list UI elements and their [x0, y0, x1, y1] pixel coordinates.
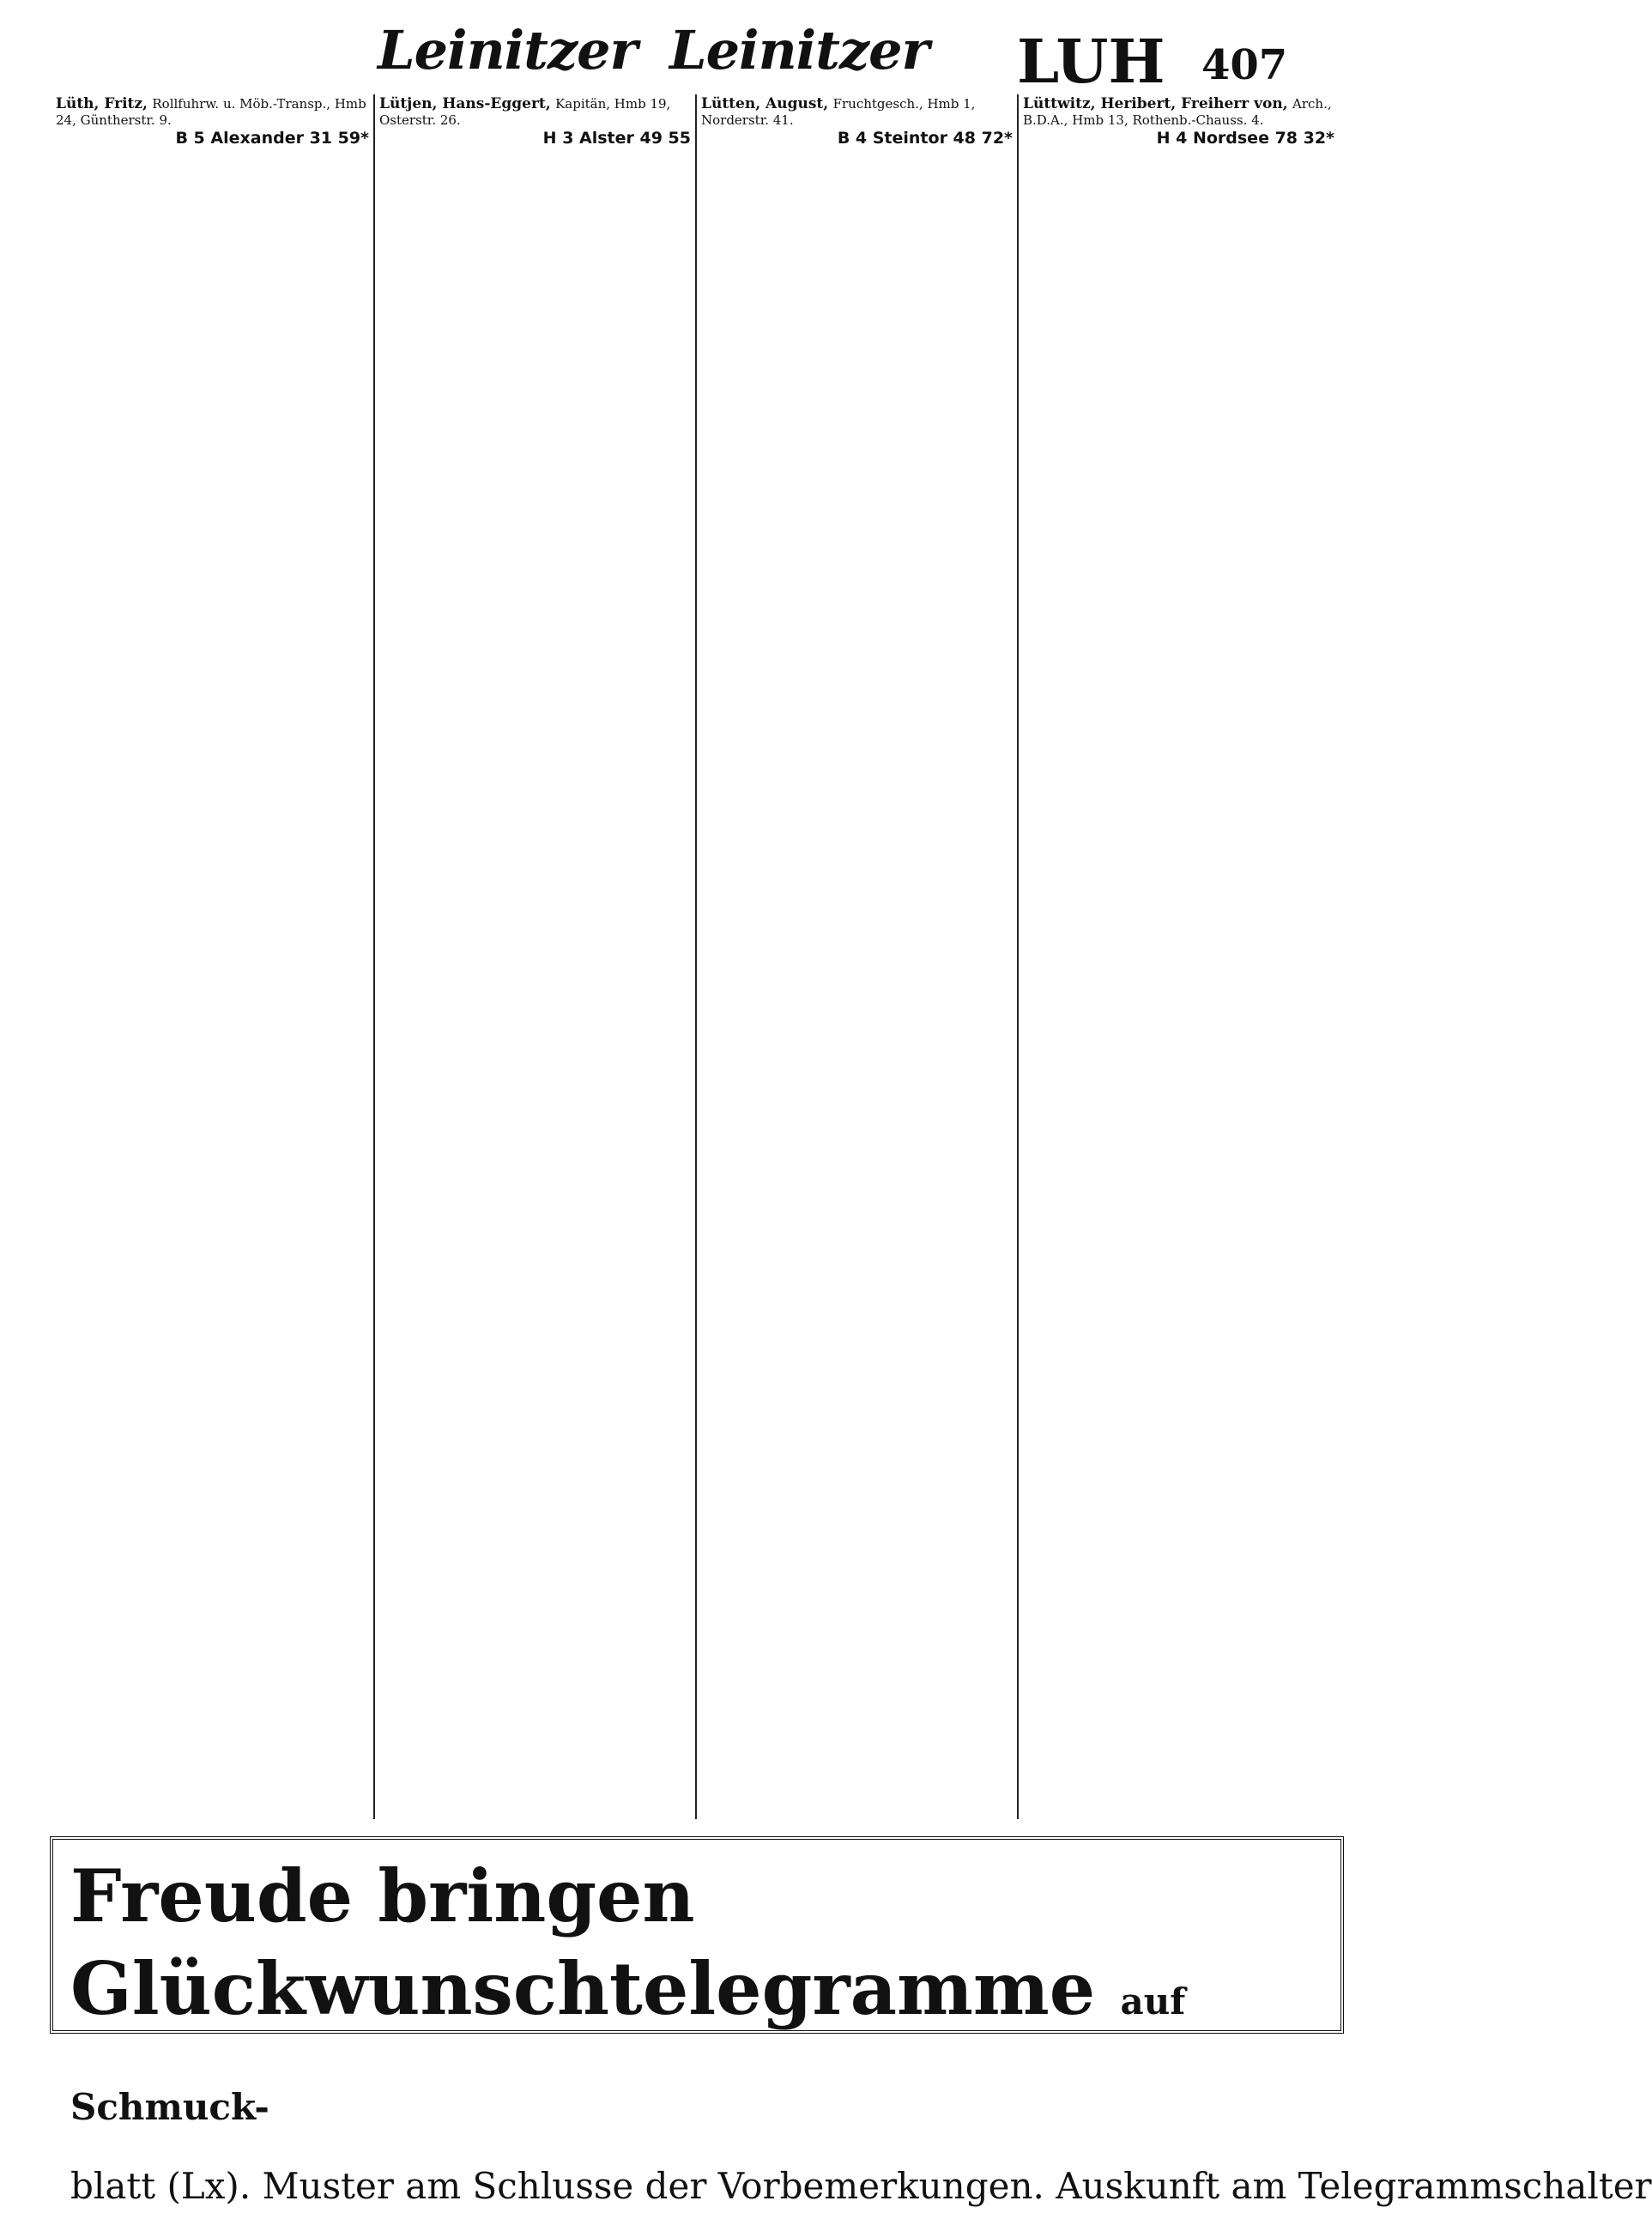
- page-number: 407: [1201, 41, 1288, 89]
- directory-entry: [1023, 96, 1334, 148]
- telegram-advertisement: [50, 1836, 1652, 2207]
- guide-word-right: Leinitzer: [669, 19, 929, 82]
- section-letters: LUH: [1017, 26, 1165, 97]
- entry-name: Lüttwitz, Heribert, Freiherr von,: [1023, 95, 1288, 112]
- directory-entry: [56, 96, 369, 148]
- entry-detail: Rollfuhrw. u. Möb.-Transp., Hmb 24, Güntherstr. 9.: [56, 96, 366, 128]
- directory-column: [373, 94, 695, 1819]
- entry-name: Lütjen, Hans-Eggert,: [379, 95, 551, 112]
- entry-name: Lüth, Fritz,: [56, 95, 148, 112]
- guide-word-left: Leinitzer: [378, 19, 638, 82]
- entry-name: Lütten, August,: [701, 95, 829, 112]
- directory-column: [695, 94, 1017, 1819]
- entry-detail: Arch., B.D.A., Hmb 13, Rothenb.-Chauss. 4.: [1023, 96, 1332, 128]
- entry-phone: H 3 Alster 49 55: [542, 129, 691, 148]
- entry-phone: H 4 Nordsee 78 32*: [1156, 129, 1334, 148]
- ad-subline: blatt (Lx). Muster am Schlusse der Vorbemerkungen. Auskunft am Telegrammschalter: [70, 2165, 1652, 2207]
- entry-detail: Fruchtgesch., Hmb 1, Norderstr. 41.: [701, 96, 976, 128]
- ad-headline-suffix: auf Schmuck-: [70, 1980, 1186, 2128]
- directory-columns: [51, 94, 1347, 1819]
- directory-entry: [701, 96, 1013, 148]
- entry-detail: Kapitän, Hmb 19, Osterstr. 26.: [379, 96, 671, 128]
- directory-entry: [379, 96, 691, 148]
- directory-column: [51, 94, 373, 1819]
- entry-phone: B 4 Steintor 48 72*: [837, 129, 1013, 148]
- ad-headline: [70, 1850, 1323, 2154]
- ad-headline-text: Freude bringen Glückwunschtelegramme: [70, 1853, 1096, 2031]
- page-header: [0, 19, 1373, 105]
- directory-column: [1017, 94, 1339, 1819]
- entry-phone: B 5 Alexander 31 59*: [175, 129, 369, 148]
